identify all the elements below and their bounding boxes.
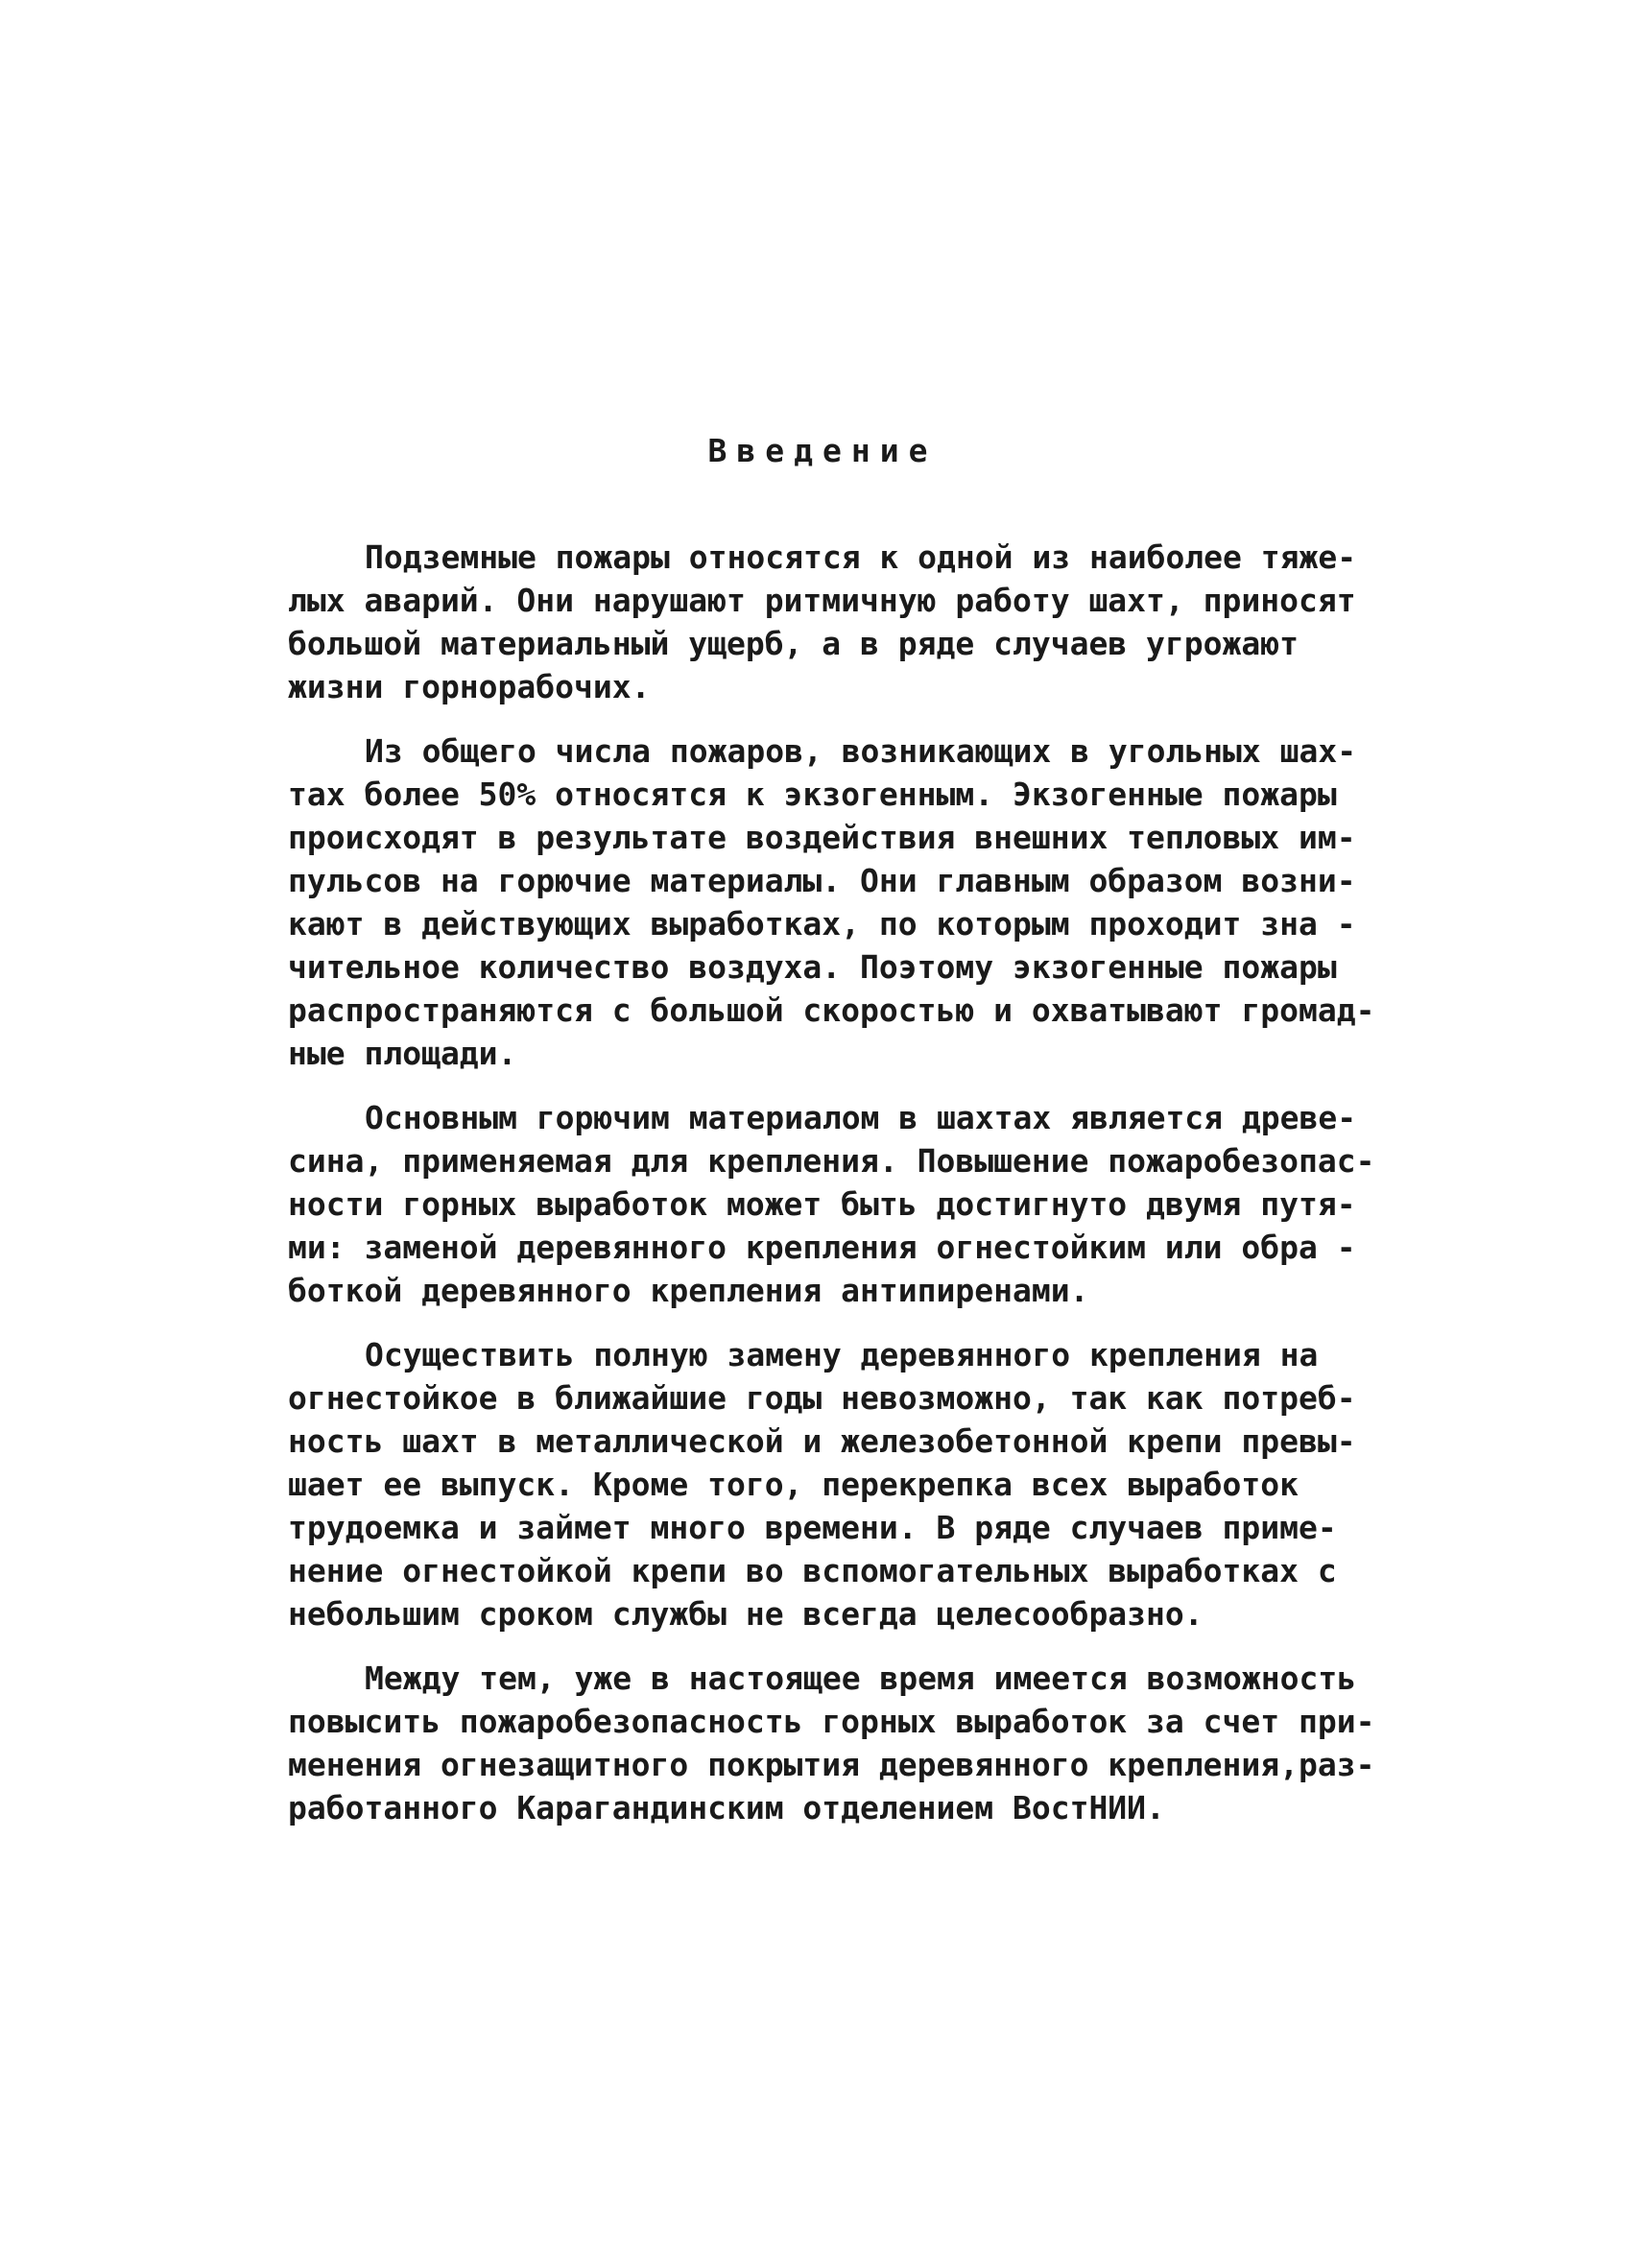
text-line: Из общего числа пожаров, возникающих в угольных шах- <box>365 732 1357 770</box>
text-line: сина, применяемая для крепления. Повышение пожаробезопас- <box>288 1142 1375 1180</box>
text-line: работанного Карагандинским отделением ВостНИИ. <box>288 1789 1165 1826</box>
text-line: боткой деревянного крепления антипиренами. <box>288 1272 1089 1309</box>
text-line: трудоемка и займет много времени. В ряде случаев приме- <box>288 1509 1337 1546</box>
text-line: ность шахт в металлической и железобетонной крепи превы- <box>288 1422 1356 1460</box>
text-line: нение огнестойкой крепи во вспомогательных выработках с <box>288 1552 1337 1589</box>
paragraph-4 <box>288 1333 1392 1635</box>
text-line: тах более 50% относятся к экзогенным. Экзогенные пожары <box>288 776 1337 813</box>
text-line: ми: заменой деревянного крепления огнестойким или обра - <box>288 1229 1356 1266</box>
text-line: кают в действующих выработках, по которым проходит зна - <box>288 905 1356 943</box>
text-line: повысить пожаробезопасность горных выработок за счет при- <box>288 1703 1375 1740</box>
text-line: большой материальный ущерб, а в ряде случаев угрожают <box>288 625 1299 662</box>
page-title: Введение <box>707 432 938 469</box>
text-line: ные площади. <box>288 1035 517 1072</box>
body-text <box>288 536 1392 1850</box>
text-line: огнестойкое в ближайшие годы невозможно, так как потреб- <box>288 1379 1356 1417</box>
text-line: ности горных выработок может быть достигнуто двумя путя- <box>288 1185 1356 1223</box>
text-line: распространяются с большой скоростью и охватывают громад- <box>288 991 1375 1029</box>
paragraph-2 <box>288 729 1392 1075</box>
text-line: Подземные пожары относятся к одной из наиболее тяже- <box>365 538 1357 576</box>
paragraph-5 <box>288 1657 1392 1829</box>
text-line: Основным горючим материалом в шахтах является древе- <box>365 1099 1357 1136</box>
text-line: менения огнезащитного покрытия деревянного крепления,раз- <box>288 1746 1375 1783</box>
text-line: шает ее выпуск. Кроме того, перекрепка всех выработок <box>288 1466 1299 1503</box>
text-line: Осуществить полную замену деревянного крепления на <box>365 1336 1319 1373</box>
text-line: жизни горнорабочих. <box>288 668 651 705</box>
text-line: чительное количество воздуха. Поэтому экзогенные пожары <box>288 948 1337 986</box>
text-line: Между тем, уже в настоящее время имеется возможность <box>365 1659 1357 1697</box>
text-line: пульсов на горючие материалы. Они главным образом возни- <box>288 862 1356 899</box>
text-line: лых аварий. Они нарушают ритмичную работу шахт, приносят <box>288 582 1356 619</box>
paragraph-3 <box>288 1096 1392 1312</box>
paragraph-1 <box>288 536 1392 708</box>
text-line: происходят в результате воздействия внешних тепловых им- <box>288 819 1356 856</box>
text-line: небольшим сроком службы не всегда целесообразно. <box>288 1595 1204 1633</box>
